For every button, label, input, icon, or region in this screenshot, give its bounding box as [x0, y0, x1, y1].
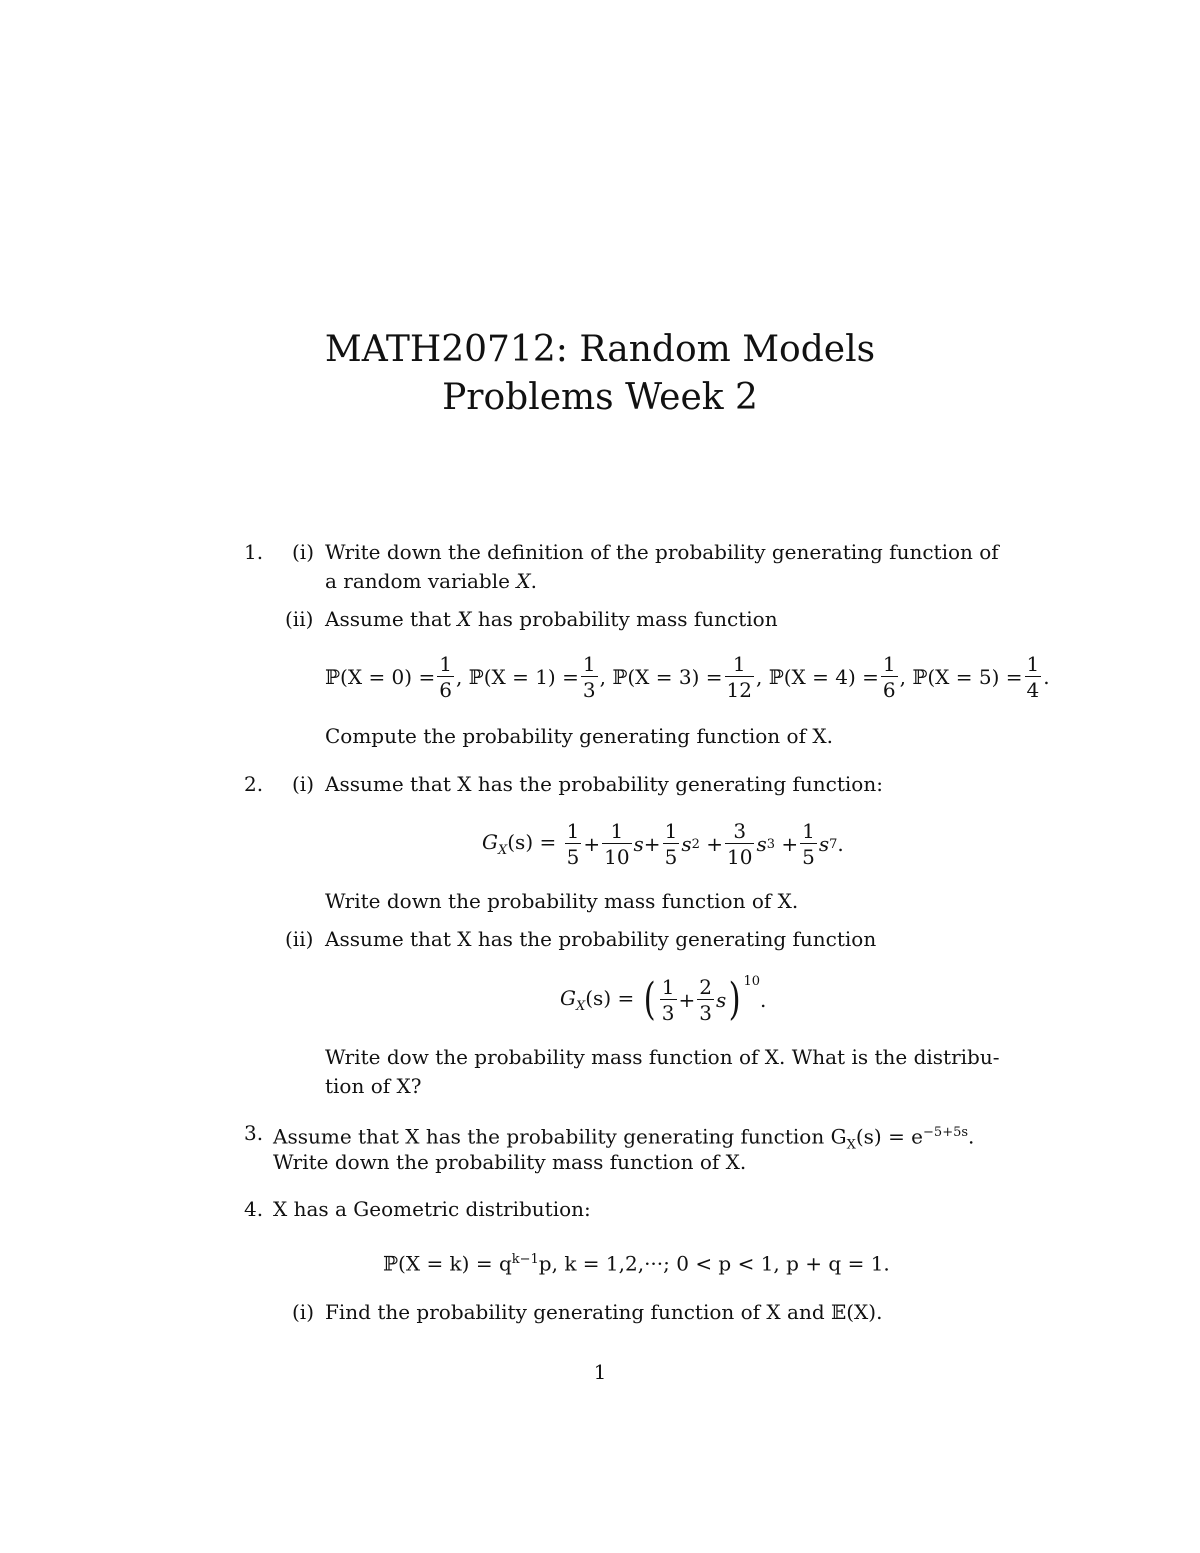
pmf-frac-2: [725, 654, 754, 700]
pmf-den-1: 3: [582, 678, 596, 702]
q4-eq-exp: k−1: [511, 1252, 539, 1267]
gx2-g: G: [560, 986, 576, 1010]
pmf-sep-3: ,: [899, 665, 906, 689]
gx2-exponent: 10: [743, 974, 760, 989]
q2-i-text: Assume that X has the probability generating function:: [325, 772, 883, 796]
q2-ii-followup-line1: Write dow the probability mass function of X. What is the distribu-: [325, 1045, 1000, 1069]
pmf-frac-4: [1025, 654, 1042, 700]
q1-compute-text: Compute the probability generating function of X.: [325, 724, 833, 748]
gx-term-4-pow: 7: [829, 836, 838, 852]
gx-lhs: [482, 830, 556, 858]
pmf-num-4: 1: [1026, 652, 1040, 676]
q3-line2: Write down the probability mass function of X.: [273, 1150, 747, 1174]
gx2-sub: X: [575, 999, 586, 1014]
gx2-lhs: [560, 986, 634, 1014]
q1-ii-text: [325, 605, 778, 633]
gx-term-3: [725, 821, 754, 867]
right-paren: ): [728, 974, 741, 1025]
gx-term-4-after: s: [818, 832, 830, 856]
q2-gx2-equation: $G_X(s)$ = ( $\frac{1}{3}$ + $\frac{2}{3}$ s ) $^{10}$ .: [560, 974, 767, 1025]
gx-term-1: [602, 821, 631, 867]
q3-line1-post: (s) = e: [855, 1124, 924, 1149]
gx-term-0-den: 5: [566, 845, 580, 869]
pmf-frac-3: [881, 654, 898, 700]
q3-line1: Assume that X has the probability generating function $G_X(s) = e^{-5+5s}$.: [273, 1124, 975, 1153]
gx2-den-1: 3: [661, 1001, 675, 1025]
gx-term-4-den: 5: [802, 845, 815, 869]
pmf-num-1: 1: [582, 652, 596, 676]
q4-eq-post: p, k = 1,2,···; 0 < p < 1, p + q = 1.: [538, 1251, 890, 1276]
gx-term-2-num: 1: [664, 819, 678, 843]
q3-line1-text: Assume that X has the probability generating function G: [273, 1124, 847, 1149]
q4-number: 4.: [244, 1197, 264, 1221]
q1-pmf-equation: [325, 652, 1050, 702]
q1-ii-label: (ii): [285, 607, 314, 631]
pmf-sep-2: ,: [755, 665, 763, 689]
pmf-den-3: 6: [882, 678, 896, 702]
gx-term-3-num: 3: [725, 821, 754, 844]
gx-g: G: [482, 830, 498, 854]
pmf-lhs-0: ℙ(X = 0) =: [325, 665, 436, 689]
page-number: 1: [593, 1360, 607, 1384]
document-subtitle: Problems Week 2: [442, 377, 758, 418]
pmf-frac-0: [437, 654, 454, 700]
q2-i-followup: Write down the probability mass function of X.: [325, 889, 799, 913]
pmf-den-4: 4: [1026, 678, 1040, 702]
q3-line1-sub: X: [846, 1137, 856, 1153]
gx-term-2-pow: 2: [691, 836, 700, 852]
gx-term-1-after: s+: [633, 832, 661, 856]
q1-i-text-line2-pre: a random variable: [325, 569, 517, 593]
q1-i-text-line2-post: .: [530, 569, 537, 593]
q2-i-label: (i): [292, 772, 315, 796]
pmf-lhs-3: ℙ(X = 4) =: [768, 665, 879, 689]
pmf-sep-4: .: [1043, 665, 1050, 689]
gx2-den-2: 3: [699, 1001, 712, 1025]
gx-term-2-after: s: [681, 832, 692, 856]
pmf-num-2: 1: [725, 654, 754, 677]
document-title: MATH20712: Random Models: [324, 329, 876, 370]
q2-number: 2.: [244, 772, 264, 796]
pmf-sep-0: ,: [455, 665, 463, 689]
pmf-sep-1: ,: [599, 665, 606, 689]
gx-term-3-pow: 3: [766, 836, 775, 852]
pmf-den-0: 6: [439, 678, 452, 702]
gx2-arg: (s) =: [585, 986, 635, 1010]
pmf-den-2: 12: [726, 678, 752, 702]
gx-term-3-after: s: [756, 832, 767, 856]
q1-i-label: (i): [292, 540, 315, 564]
q1-ii-text-pre: Assume that: [325, 607, 458, 631]
gx-term-4-num: 1: [802, 819, 815, 843]
q4-i-label: (i): [292, 1300, 315, 1324]
gx-term-2-den: 5: [664, 845, 678, 869]
q1-number: 1.: [244, 540, 264, 564]
gx-term-3-den: 10: [726, 845, 753, 869]
q1-ii-text-post: has probability mass function: [471, 607, 778, 631]
q2-ii-label: (ii): [285, 927, 314, 951]
q2-ii-followup-line2: tion of X?: [325, 1074, 422, 1098]
gx2-num-1: 1: [661, 975, 675, 999]
gx2-frac-1: [660, 977, 677, 1023]
q1-i-text-line1: Write down the definition of the probability generating function of: [325, 540, 999, 564]
q4-line1: X has a Geometric distribution:: [273, 1197, 591, 1221]
gx-term-0: [565, 821, 582, 867]
q1-ii-text-var: X: [457, 607, 472, 631]
gx2-s: s: [716, 988, 727, 1012]
q3-number: 3.: [244, 1121, 264, 1145]
gx-term-1-den: 10: [604, 845, 630, 869]
pmf-lhs-1: ℙ(X = 1) =: [468, 665, 579, 689]
gx-arg: (s) =: [507, 830, 557, 854]
q4-eq-lhs: ℙ(X = k) = q: [383, 1251, 512, 1276]
q2-ii-text: Assume that X has the probability generating function: [325, 927, 877, 951]
q1-i-text-line2-var: X: [516, 569, 531, 593]
pmf-lhs-4: ℙ(X = 5) =: [912, 665, 1023, 689]
gx2-frac-2: [697, 977, 714, 1023]
pmf-num-0: 1: [439, 652, 452, 676]
gx-term-2: [663, 821, 680, 867]
gx2-num-2: 2: [699, 975, 712, 999]
pmf-frac-1: [581, 654, 598, 700]
pmf-lhs-2: ℙ(X = 3) =: [612, 665, 723, 689]
q2-gx-equation: $G_X(s)$ = $\frac{1}{5}$ + $\frac{1}{10}$ s+ $\frac{1}{5}$ s 2 + $\frac{3}{10}$ s 3 + $\frac{1}{5}$ s 7 .: [482, 819, 844, 869]
q4-geometric-equation: [383, 1246, 890, 1278]
gx-term-1-num: 1: [602, 821, 631, 844]
pmf-num-3: 1: [882, 652, 896, 676]
gx-term-0-after: +: [583, 832, 601, 856]
left-paren: (: [643, 974, 656, 1025]
gx-sub: X: [497, 843, 508, 858]
gx-term-4: [800, 821, 817, 867]
gx-term-0-num: 1: [566, 819, 580, 843]
q3-line1-exp: −5+5s: [923, 1125, 969, 1140]
q1-i-text-line2: [325, 567, 537, 595]
q4-i-text: Find the probability generating function of X and 𝔼(X).: [325, 1300, 883, 1324]
